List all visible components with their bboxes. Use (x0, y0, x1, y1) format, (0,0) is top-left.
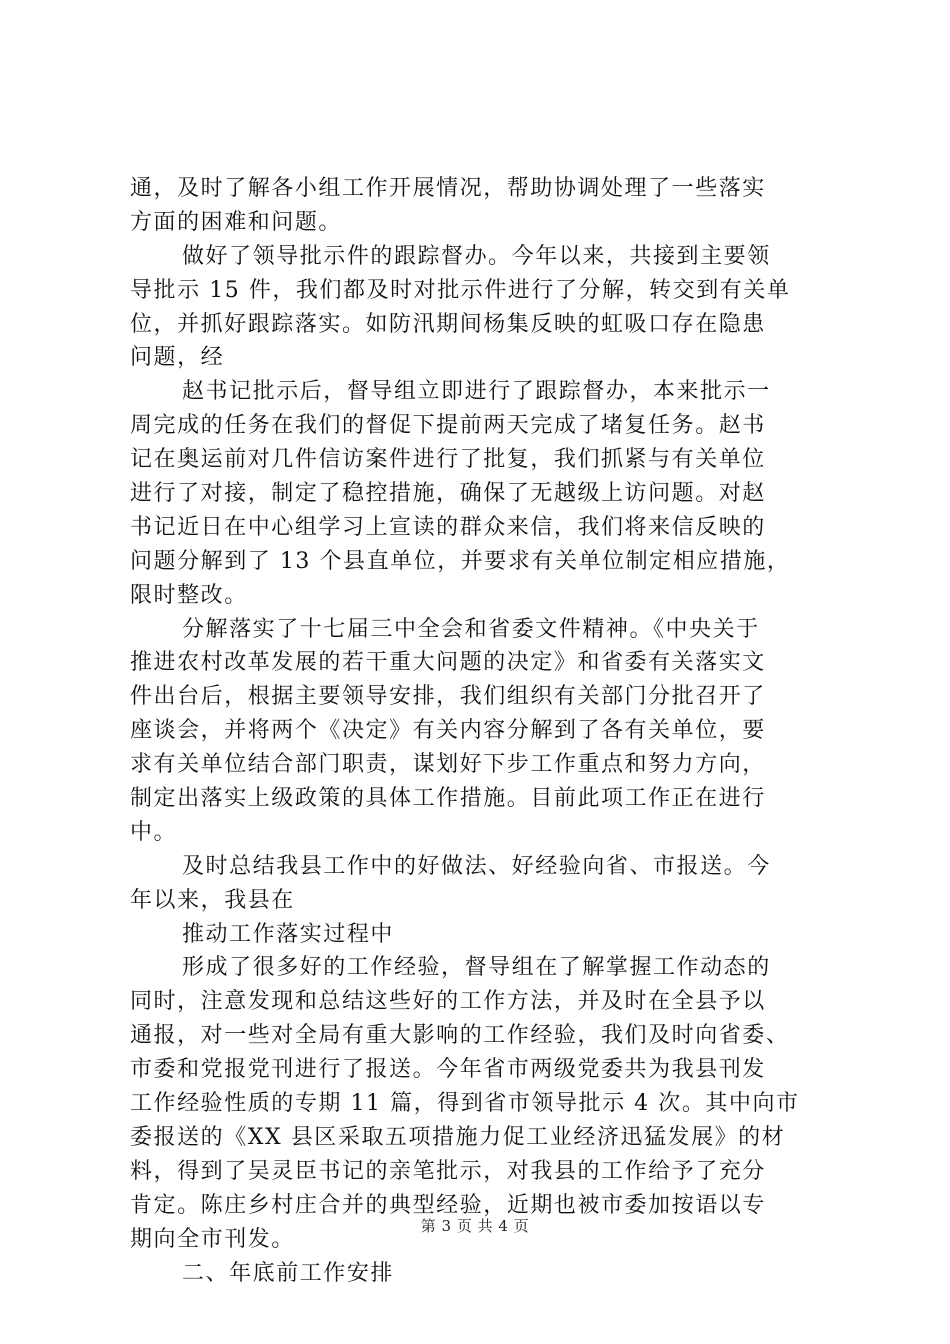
text-line: 通报，对一些对全局有重大影响的工作经验，我们及时向省委、 (130, 1023, 790, 1049)
text-line: 件出台后，根据主要领导安排，我们组织有关部门分批召开了 (130, 684, 766, 710)
text-line: 制定出落实上级政策的具体工作措施。目前此项工作正在进行 (130, 786, 766, 812)
text-line: 期向全市刊发。 (130, 1226, 295, 1252)
text-line: 做好了领导批示件的跟踪督办。今年以来，共接到主要领 (182, 243, 771, 269)
text-line: 记在奥运前对几件信访案件进行了批复，我们抓紧与有关单位 (130, 447, 766, 473)
text-line: 料，得到了吴灵臣书记的亲笔批示，对我县的工作给予了充分 (130, 1158, 766, 1184)
page-footer: 第 3 页 共 4 页 (420, 1217, 530, 1235)
text-line: 同时，注意发现和总结这些好的工作方法，并及时在全县予以 (130, 989, 766, 1015)
text-line: 通，及时了解各小组工作开展情况，帮助协调处理了一些落实 (130, 176, 766, 201)
text-line: 进行了对接，制定了稳控措施，确保了无越级上访问题。对赵 (130, 481, 766, 507)
text-line: 市委和党报党刊进行了报送。今年省市两级党委共为我县刊发 (130, 1057, 766, 1083)
text-line: 导批示 15 件，我们都及时对批示件进行了分解，转交到有关单 (130, 277, 791, 303)
text-line: 分解落实了十七届三中全会和省委文件精神。《中央关于 (182, 616, 760, 642)
text-line: 问题，经 (130, 345, 225, 371)
text-line: 推动工作落实过程中 (182, 921, 394, 947)
text-line: 年以来，我县在 (130, 887, 295, 913)
text-line: 工作经验性质的专期 11 篇，得到省市领导批示 4 次。其中向市 (130, 1091, 800, 1117)
text-line: 及时总结我县工作中的好做法、好经验向省、市报送。今 (182, 853, 771, 879)
text-line: 求有关单位结合部门职责，谋划好下步工作重点和努力方向， (130, 752, 766, 778)
text-line: 方面的困难和问题。 (130, 209, 342, 235)
text-line: 二、年底前工作安排 (182, 1260, 394, 1286)
text-line: 限时整改。 (130, 582, 248, 608)
text-line: 形成了很多好的工作经验，督导组在了解掌握工作动态的 (182, 955, 771, 981)
text-line: 推进农村改革发展的若干重大问题的决定》和省委有关落实文 (130, 650, 766, 676)
text-line: 委报送的《XX 县区采取五项措施力促工业经济迅猛发展》的材 (130, 1124, 786, 1150)
text-line: 周完成的任务在我们的督促下提前两天完成了堵复任务。赵书 (130, 413, 766, 439)
text-line: 肯定。陈庄乡村庄合并的典型经验，近期也被市委加按语以专 (130, 1192, 766, 1218)
body-text (130, 172, 830, 1290)
text-line: 赵书记批示后，督导组立即进行了跟踪督办，本来批示一 (182, 379, 771, 405)
text-line: 座谈会，并将两个《决定》有关内容分解到了各有关单位，要 (130, 718, 766, 744)
text-line: 中。 (130, 819, 178, 845)
text-line: 书记近日在中心组学习上宣读的群众来信，我们将来信反映的 (130, 514, 766, 540)
text-line: 位，并抓好跟踪落实。如防汛期间杨集反映的虹吸口存在隐患 (130, 311, 766, 337)
text-line: 问题分解到了 13 个县直单位，并要求有关单位制定相应措施， (130, 548, 791, 574)
